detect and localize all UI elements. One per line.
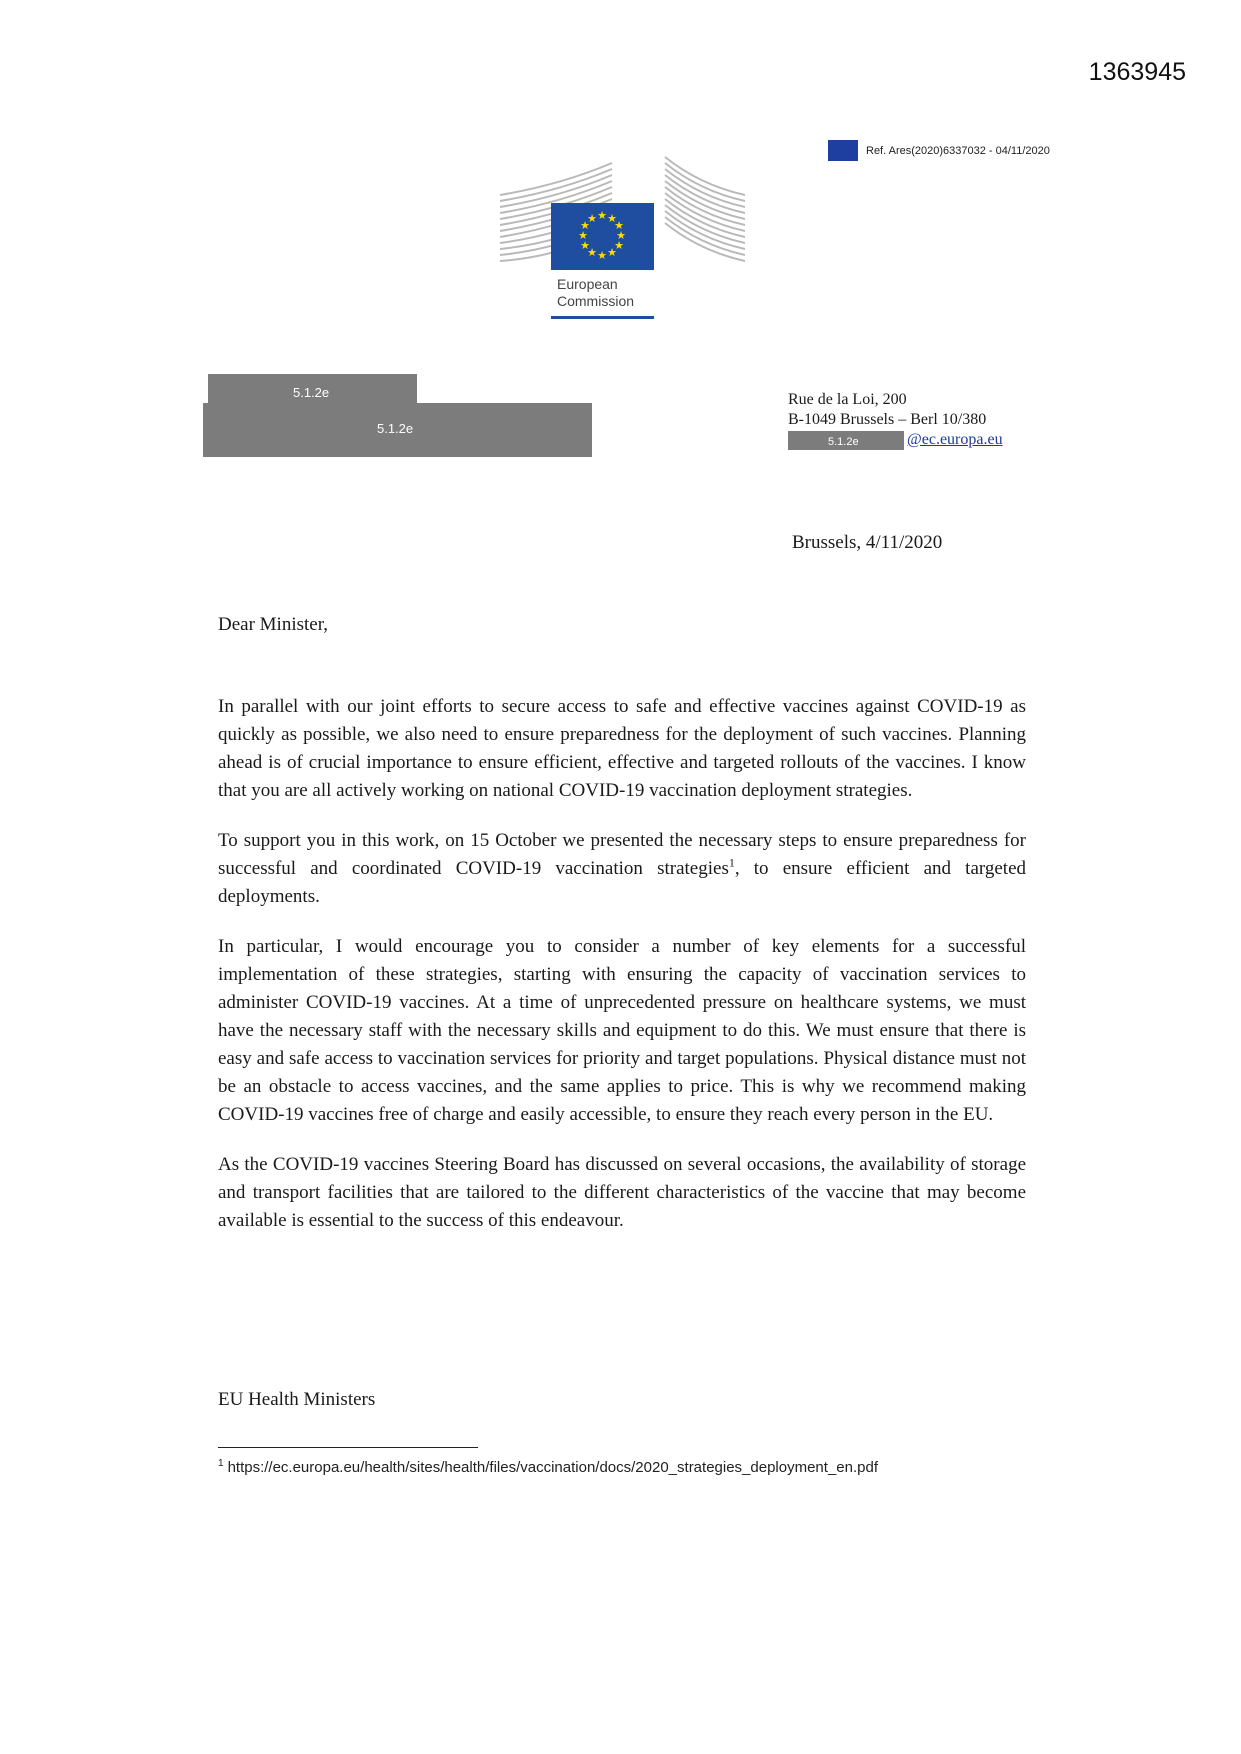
svg-text:★: ★ <box>616 229 626 242</box>
svg-text:★: ★ <box>587 246 597 259</box>
redaction-block-address <box>203 403 592 457</box>
paragraph-1: In parallel with our joint efforts to secure access to safe and effective vaccines against COVID-19 as quickly as possible, we also need to ensure preparedness for the deployment of such vaccines. Planning ahead is of crucial importance to ensure efficient, effective and targeted rollouts of the vaccines. I know that you are all actively working on national COVID-19 vaccination deployment strategies. <box>218 696 1026 801</box>
reference-stamp <box>828 140 1050 161</box>
reference-text: Ref. Ares(2020)6337032 - 04/11/2020 <box>866 144 1050 157</box>
svg-text:★: ★ <box>580 219 590 232</box>
paragraph-3: In particular, I would encourage you to consider a number of key elements for a successful implementation of these strategies, starting with ensuring the capacity of vaccination services to administer COVID-19 vaccines. At a time of unprecedented pressure on healthcare systems, we must have the necessary staff with the necessary skills and equipment to do this. We must ensure that there is easy and safe access to vaccination services for priority and target populations. Physical distance must not be an obstacle to access vaccines, and the same applies to price. This is why we recommend making COVID-19 vaccines free of charge and easily accessible, to ensure they reach every person in the EU. <box>218 936 1026 1125</box>
svg-text:★: ★ <box>578 229 588 242</box>
svg-text:★: ★ <box>587 212 597 225</box>
address-line-city: B-1049 Brussels – Berl 10/380 <box>788 411 987 428</box>
svg-text:★: ★ <box>597 209 607 222</box>
footnote-reference[interactable]: 1 <box>728 855 735 870</box>
address-line-street: Rue de la Loi, 200 <box>788 391 907 408</box>
paragraph-2 <box>218 827 1026 911</box>
sender-address <box>788 390 1003 450</box>
address-line-email <box>788 430 1003 450</box>
svg-text:★: ★ <box>580 239 590 252</box>
salutation: Dear Minister, <box>218 614 329 635</box>
svg-text:★: ★ <box>614 239 624 252</box>
footnote-divider <box>218 1447 478 1448</box>
document-number: 1363945 <box>1088 58 1186 86</box>
logo-line-commission: Commission <box>557 293 635 309</box>
recipient: EU Health Ministers <box>218 1389 376 1410</box>
letter-date: Brussels, 4/11/2020 <box>792 532 943 553</box>
eu-flag-small-icon <box>828 140 858 161</box>
email-link[interactable]: @ec.europa.eu <box>907 431 1003 448</box>
footnote <box>218 1458 878 1476</box>
redaction-label: 5.1.2e <box>293 385 330 400</box>
paragraph-4: As the COVID-19 vaccines Steering Board has discussed on several occasions, the availability of storage and transport facilities that are tailored to the different characteristics of the vaccine that may become available is essential to the success of this endeavour. <box>218 1154 1026 1231</box>
logo-wordmark <box>557 276 667 310</box>
logo-underline <box>551 316 654 319</box>
svg-text:★: ★ <box>614 219 624 232</box>
paragraph-2-text-end: , to ensure efficient and targeted deployments. <box>218 858 1027 907</box>
footnote-marker: 1 <box>218 1458 224 1469</box>
redaction-label: 5.1.2e <box>828 436 859 448</box>
redaction-label: 5.1.2e <box>377 421 414 436</box>
letter-body <box>218 693 1026 1257</box>
svg-text:★: ★ <box>607 246 617 259</box>
logo-line-european: European <box>557 276 618 292</box>
redaction-email <box>788 431 904 450</box>
redaction-block-name <box>208 374 417 404</box>
svg-text:★: ★ <box>607 212 617 225</box>
svg-text:★: ★ <box>597 249 607 262</box>
footnote-url[interactable]: https://ec.europa.eu/health/sites/health/files/vaccination/docs/2020_strategies_deployment_en.pdf <box>227 1459 878 1476</box>
paragraph-2-text: To support you in this work, on 15 October we presented the necessary steps to ensure preparedness for successful and coordinated COVID-19 vaccination strategies <box>218 830 1026 879</box>
